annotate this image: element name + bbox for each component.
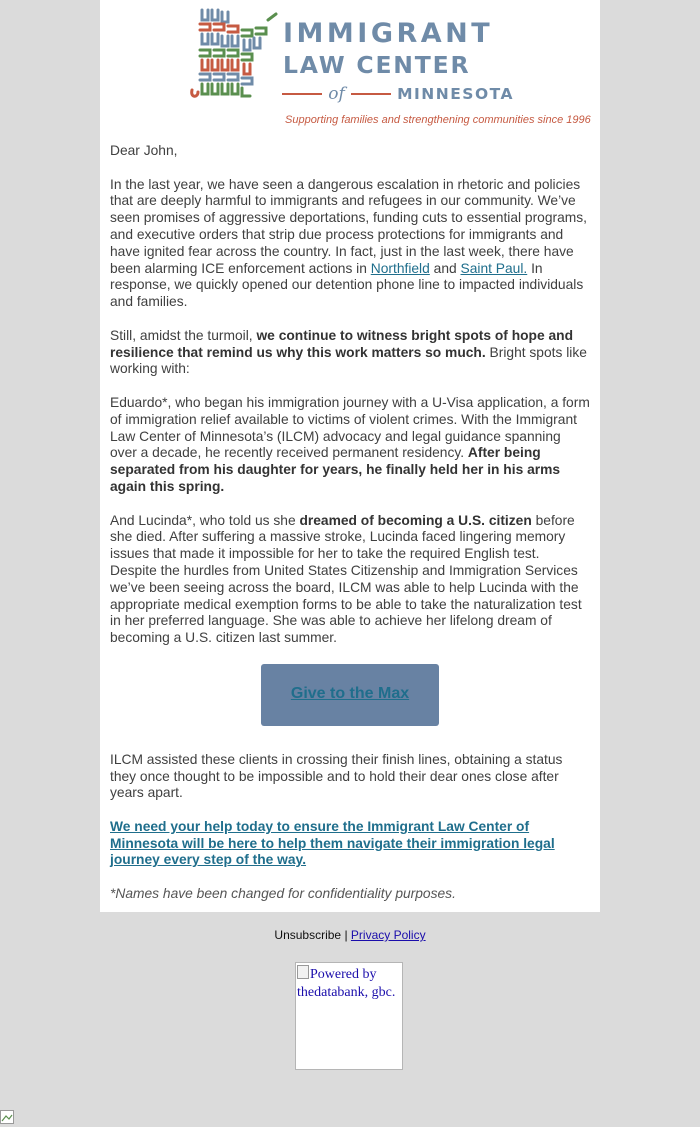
give-to-the-max-button[interactable]: Give to the Max bbox=[261, 664, 439, 726]
ilcm-logo[interactable] bbox=[188, 6, 591, 126]
northfield-link[interactable]: Northfield bbox=[370, 260, 430, 276]
paragraph-bright-spots bbox=[110, 328, 590, 378]
badge-alt-text: Powered by thedatabank, gbc. bbox=[297, 967, 396, 1000]
paragraph-text: Still, amidst the turmoil, bbox=[110, 327, 257, 343]
unsubscribe-link[interactable]: Unsubscribe bbox=[274, 928, 342, 942]
greeting: Dear John, bbox=[110, 143, 178, 158]
paragraph-text: Bright spots like working with: bbox=[110, 344, 587, 377]
logo-rule-mid bbox=[351, 93, 391, 95]
paragraph-text: And Lucinda*, who told us she bbox=[110, 512, 300, 528]
cta-container bbox=[110, 664, 590, 726]
paragraph-text: and bbox=[429, 260, 461, 276]
paragraph-bold-text: we continue to witness bright spots of hope and resilience that remind us why this work matters so much. bbox=[110, 327, 574, 360]
paragraph-text: Eduardo*, who began his immigration journey with a U-Visa application, a form of immigration relief available to victims of violent crimes. With the Immigrant Law Center of Minnesota’s (ILCM) advocacy and legal guidance spanning over a decade, he recently received permanent residency. bbox=[110, 394, 590, 461]
paragraph-lucinda bbox=[110, 513, 590, 647]
privacy-policy-link[interactable]: Privacy Policy bbox=[350, 928, 426, 942]
paragraph-text: before she died. After suffering a massive stroke, Lucinda faced lingering memory issues that made it impossible for her to take the required English test. Despite the hurdles from United States Citizenship and Immigration Services we’ve been seeing across the board, ILCM was able to help Lucinda with the appropriate medical exemption forms to be able to take the naturalization test in her preferred language. She was able to achieve her lifelong dream of becoming a U.S. citizen last summer. bbox=[110, 512, 582, 646]
logo-rule-left bbox=[282, 93, 322, 95]
paragraph-eduardo bbox=[110, 395, 590, 496]
logo-text-of-minnesota bbox=[282, 83, 514, 105]
paragraph-finish-lines: ILCM assisted these clients in crossing their finish lines, obtaining a status they once thought to be impossible and to hold their dear ones close after years apart. bbox=[110, 751, 563, 801]
saint-paul-link[interactable]: Saint Paul. bbox=[460, 260, 528, 276]
paragraph-call-to-action bbox=[110, 819, 590, 869]
logo-text-law-center: LAW CENTER bbox=[283, 51, 471, 79]
broken-image-icon bbox=[297, 965, 309, 979]
minnesota-map-icon bbox=[188, 6, 280, 102]
email-card bbox=[100, 0, 600, 912]
confidentiality-note: *Names have been changed for confidentiality purposes. bbox=[110, 886, 456, 902]
broken-tracking-image-icon bbox=[0, 1110, 14, 1124]
logo-text-minnesota: MINNESOTA bbox=[397, 85, 514, 103]
logo-text-immigrant: IMMIGRANT bbox=[283, 18, 494, 49]
letter-body bbox=[110, 143, 590, 920]
help-today-link[interactable]: We need your help today to ensure the Immigrant Law Center of Minnesota will be here to help them navigate their immigration legal journey every step of the way. bbox=[110, 818, 555, 868]
paragraph-text: In response, we quickly opened our detention phone line to impacted individuals and families. bbox=[110, 260, 584, 310]
email-footer bbox=[0, 928, 700, 942]
paragraph-bold-text: After being separated from his daughter for years, he finally held her in his arms again this spring. bbox=[110, 445, 561, 494]
powered-by-badge[interactable] bbox=[295, 962, 403, 1070]
logo-text-of: of bbox=[328, 84, 345, 104]
paragraph-escalation bbox=[110, 177, 590, 311]
paragraph-text: In the last year, we have seen a dangerous escalation in rhetoric and policies that are deeply harmful to immigrants and refugees in our community. We’ve seen promises of aggressive deportations, funding cuts to essential programs, and executive orders that strip due process protections for immigrants and have ignited fear across the country. In fact, just in the last week, there have been alarming ICE enforcement actions in bbox=[110, 176, 588, 276]
logo-tagline: Supporting families and strengthening communities since 1996 bbox=[285, 114, 591, 126]
paragraph-bold-text: dreamed of becoming a U.S. citizen bbox=[299, 512, 532, 528]
footer-separator: | bbox=[341, 928, 351, 942]
